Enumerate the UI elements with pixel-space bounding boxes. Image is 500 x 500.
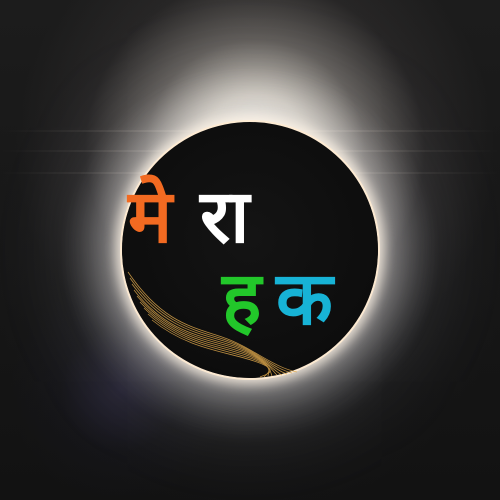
logo-text-white: रा [200,174,248,260]
logo-text-green: ह [222,256,260,342]
logo-text-blue: क [276,256,331,342]
logo-text-saffron: मे [128,174,171,260]
